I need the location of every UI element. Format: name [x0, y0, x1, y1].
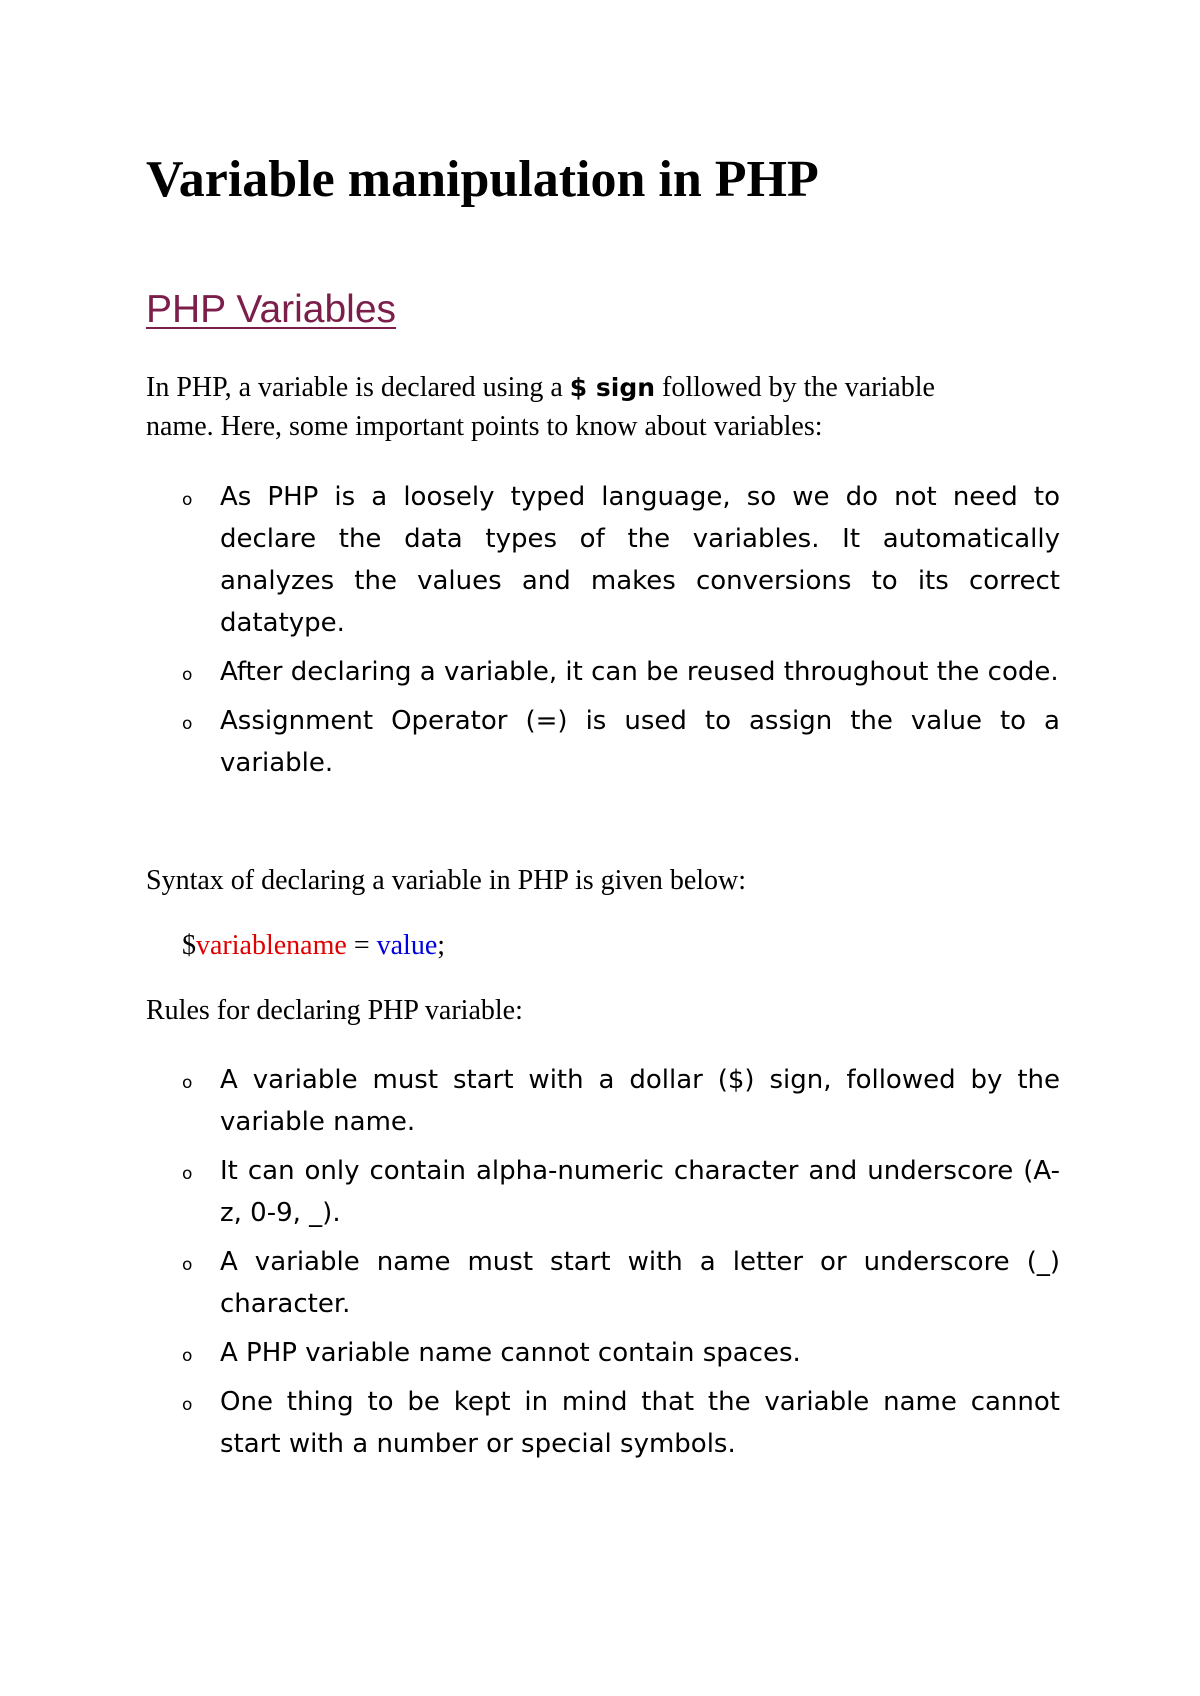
circle-bullet-icon: o — [182, 490, 193, 510]
code-example — [182, 926, 445, 965]
circle-bullet-icon: o — [182, 1346, 193, 1366]
code-dollar: $ — [182, 930, 196, 961]
intro-text-continued: followed by the variable — [655, 372, 935, 403]
syntax-intro: Syntax of declaring a variable in PHP is given below: — [146, 865, 747, 896]
list-item — [146, 476, 1060, 644]
list-item — [146, 1150, 1060, 1234]
code-terminator: ; — [437, 930, 446, 961]
circle-bullet-icon: o — [182, 665, 193, 685]
list-item-text: Assignment Operator (=) is used to assign the value to a variable. — [220, 706, 1060, 778]
list-item — [146, 1381, 1060, 1465]
list-item-text: It can only contain alpha-numeric character and underscore (A-z, 0-9, _). — [220, 1156, 1060, 1228]
circle-bullet-icon: o — [182, 1255, 193, 1275]
circle-bullet-icon: o — [182, 714, 193, 734]
list-item — [146, 1332, 1060, 1374]
page-title: Variable manipulation in PHP — [146, 151, 819, 208]
list-item — [146, 651, 1060, 693]
list-item-text: A PHP variable name cannot contain spaces. — [220, 1338, 801, 1368]
intro-paragraph-line-2: name. Here, some important points to know about variables: — [146, 411, 823, 442]
list-item — [146, 1241, 1060, 1325]
code-variable-name: variablename — [196, 930, 347, 961]
list-item-text: A variable must start with a dollar ($) sign, followed by the variable name. — [220, 1065, 1060, 1137]
section-heading: PHP Variables — [146, 288, 397, 331]
variable-rules-list — [146, 1059, 1060, 1472]
list-item — [146, 1059, 1060, 1143]
list-item — [146, 700, 1060, 784]
circle-bullet-icon: o — [182, 1164, 193, 1184]
list-item-text: As PHP is a loosely typed language, so we do not need to declare the data types of the variables. It automatically analyzes the values and makes conversions to its correct datatype. — [220, 482, 1060, 638]
code-value: value — [376, 930, 438, 961]
rules-intro: Rules for declaring PHP variable: — [146, 995, 523, 1026]
intro-text: In PHP, a variable is declared using a — [146, 372, 570, 403]
list-item-text: One thing to be kept in mind that the variable name cannot start with a number or special symbols. — [220, 1387, 1060, 1459]
list-item-text: After declaring a variable, it can be reused throughout the code. — [220, 657, 1059, 687]
variable-points-list — [146, 476, 1060, 791]
intro-paragraph-line-1 — [146, 368, 935, 407]
code-operator: = — [346, 930, 377, 961]
list-item-text: A variable name must start with a letter or underscore (_) character. — [220, 1247, 1060, 1319]
intro-emphasis: $ sign — [569, 373, 656, 402]
circle-bullet-icon: o — [182, 1395, 193, 1415]
circle-bullet-icon: o — [182, 1073, 193, 1093]
